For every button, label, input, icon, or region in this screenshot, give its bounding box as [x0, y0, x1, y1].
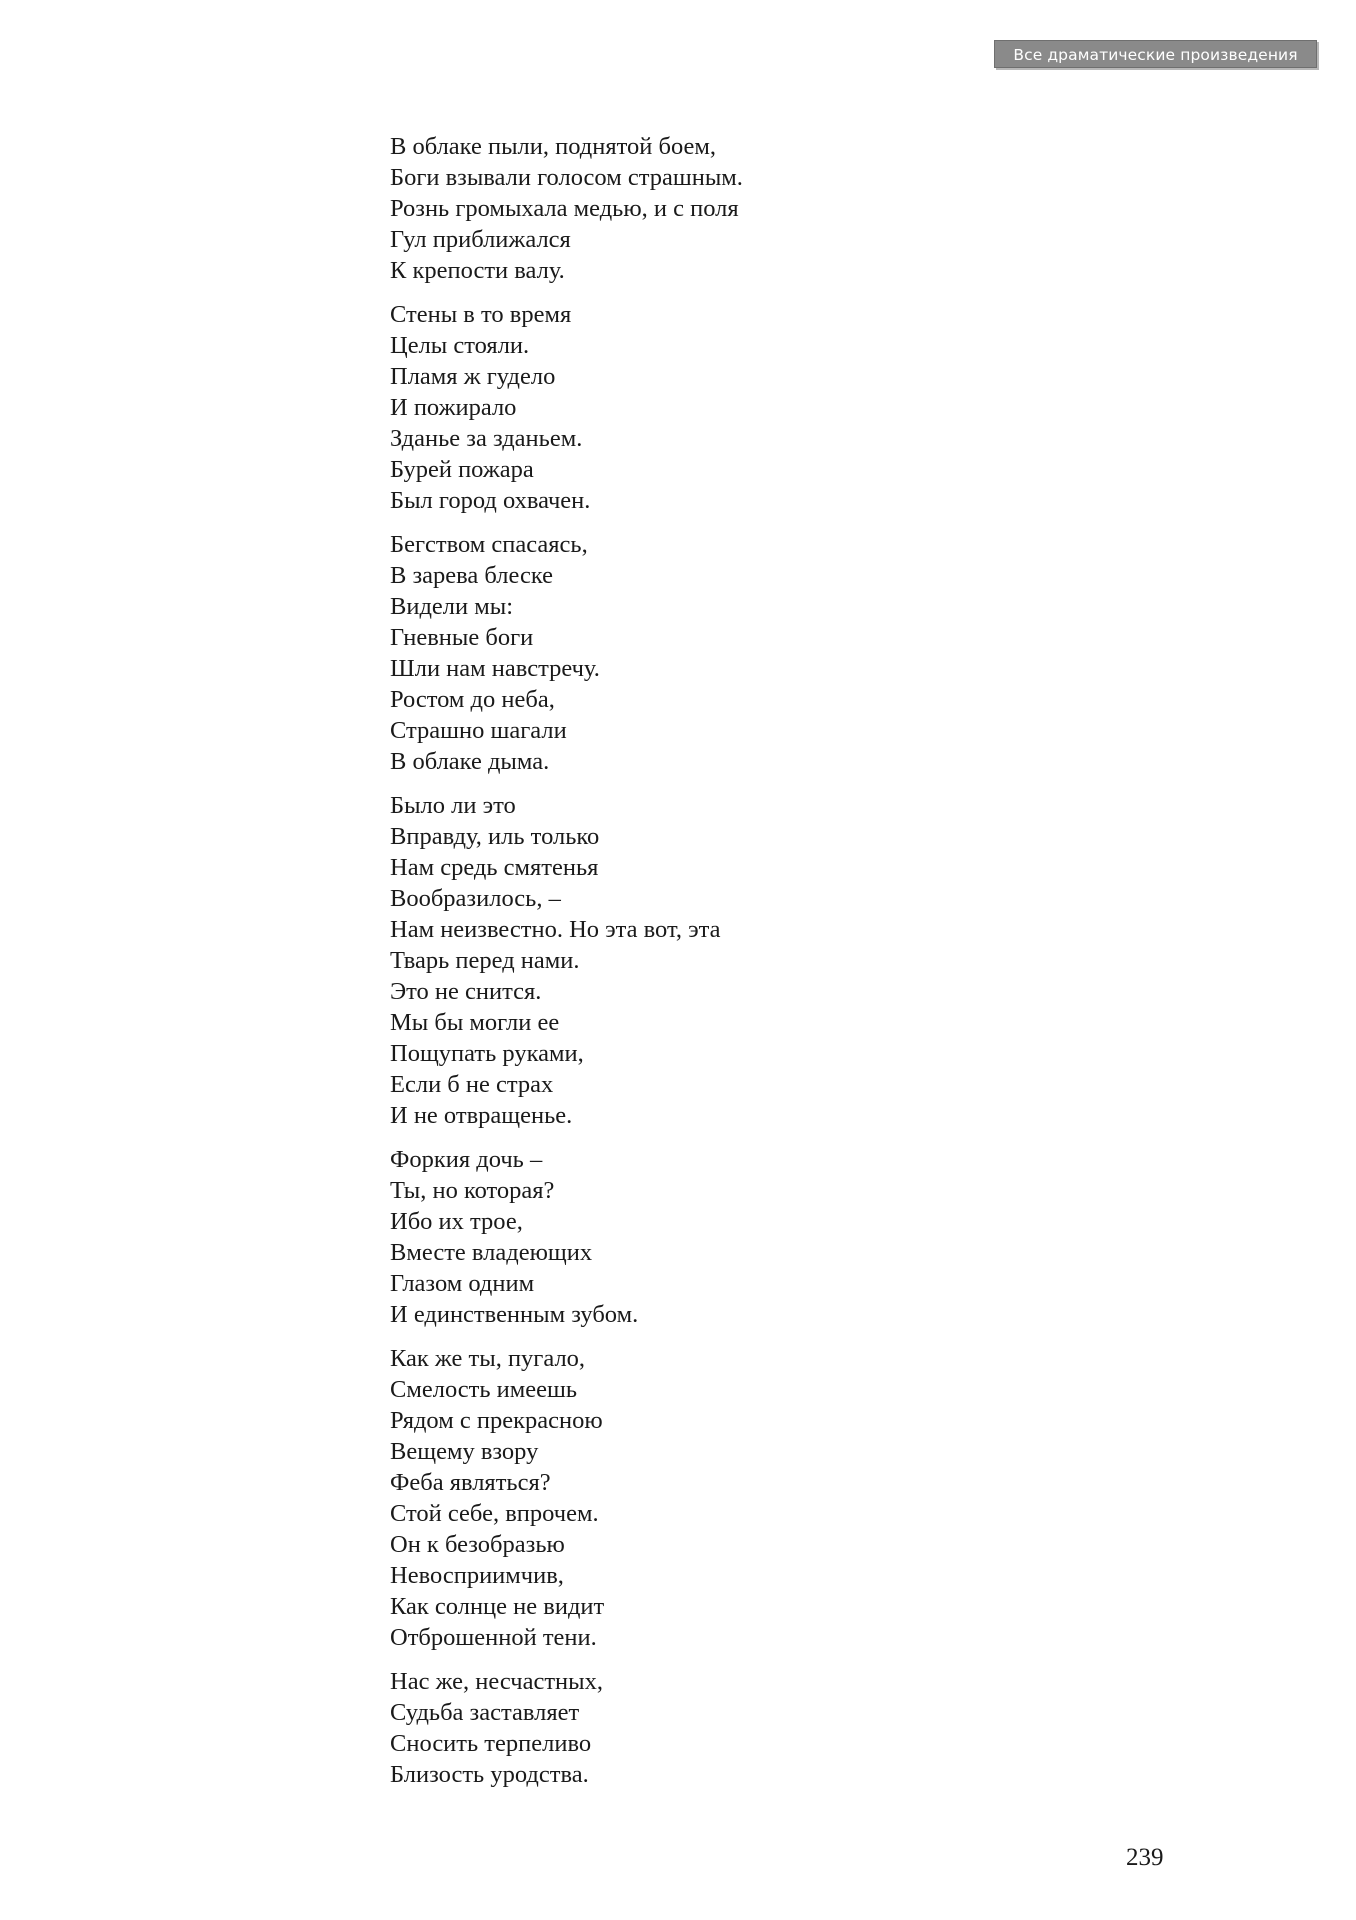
poem-line: И единственным зубом. — [390, 1301, 639, 1328]
poem-line: Близость уродства. — [390, 1761, 589, 1788]
poem-line: В зарева блеске — [390, 562, 553, 589]
poem-line: Пощупать руками, — [390, 1040, 584, 1067]
poem-line: Ты, но которая? — [390, 1177, 555, 1204]
poem-line: Как солнце не видит — [390, 1593, 605, 1620]
stanza-1 — [390, 131, 1010, 286]
poem-line: И пожирало — [390, 394, 517, 421]
poem-line: Зданье за зданьем. — [390, 425, 583, 452]
poem-line: Вообразилось, – — [390, 885, 561, 912]
poem-line: Целы стояли. — [390, 332, 530, 359]
stanza-3 — [390, 529, 1010, 777]
poem-line: Сносить терпеливо — [390, 1730, 592, 1757]
poem-line: Глазом одним — [390, 1270, 535, 1297]
poem-line: Судьба заставляет — [390, 1699, 580, 1726]
poem-line: Боги взывали голосом страшным. — [390, 164, 743, 191]
poem-line: Если б не страх — [390, 1071, 554, 1098]
poem-line: Смелость имеешь — [390, 1376, 578, 1403]
poem-line: Феба являться? — [390, 1469, 551, 1496]
poem-line: Шли нам навстречу. — [390, 655, 600, 682]
poem-line: Это не снится. — [390, 978, 542, 1005]
poem-line: Было ли это — [390, 792, 516, 819]
poem-line: Нас же, несчастных, — [390, 1668, 603, 1695]
stanza-6 — [390, 1343, 1010, 1653]
poem-line: Отброшенной тени. — [390, 1624, 597, 1651]
poem-line: Как же ты, пугало, — [390, 1345, 586, 1372]
section-header-badge: Все драматические произведения — [994, 40, 1317, 68]
stanza-5 — [390, 1144, 1010, 1330]
poem-line: Бегством спасаясь, — [390, 531, 588, 558]
poem-line: Ростом до неба, — [390, 686, 555, 713]
poem-line: Тварь перед нами. — [390, 947, 580, 974]
poem-line: Пламя ж гудело — [390, 363, 556, 390]
stanza-4 — [390, 790, 1010, 1131]
poem-line: В облаке дыма. — [390, 748, 550, 775]
poem-line: К крепости валу. — [390, 257, 565, 284]
poem-line: Мы бы могли ее — [390, 1009, 560, 1036]
poem-line: Бурей пожара — [390, 456, 534, 483]
poem-line: Вместе владеющих — [390, 1239, 593, 1266]
poem-line: Вправду, иль только — [390, 823, 600, 850]
poem-line: Ибо их трое, — [390, 1208, 523, 1235]
poem-line: Гневные боги — [390, 624, 534, 651]
poem-line: И не отвращенье. — [390, 1102, 573, 1129]
poem-line: Вещему взору — [390, 1438, 539, 1465]
poem-line: Видели мы: — [390, 593, 514, 620]
poem-line: Рознь громыхала медью, и с поля — [390, 195, 739, 222]
poem-line: Он к безобразью — [390, 1531, 565, 1558]
stanza-7 — [390, 1666, 1010, 1790]
stanza-2 — [390, 299, 1010, 516]
poem-line: Страшно шагали — [390, 717, 567, 744]
poem-line: Рядом с прекрасною — [390, 1407, 603, 1434]
poem-line: Форкия дочь – — [390, 1146, 543, 1173]
poem-line: Нам средь смятенья — [390, 854, 599, 881]
poem-line: Стой себе, впрочем. — [390, 1500, 599, 1527]
poem-line: Был город охвачен. — [390, 487, 591, 514]
poem-line: Невосприимчив, — [390, 1562, 564, 1589]
poem-line: В облаке пыли, поднятой боем, — [390, 133, 717, 160]
poem-line: Нам неизвестно. Но эта вот, эта — [390, 916, 721, 943]
poem-text — [390, 131, 1010, 1803]
poem-line: Стены в то время — [390, 301, 572, 328]
page-number: 239 — [1126, 1844, 1164, 1871]
poem-line: Гул приближался — [390, 226, 571, 253]
